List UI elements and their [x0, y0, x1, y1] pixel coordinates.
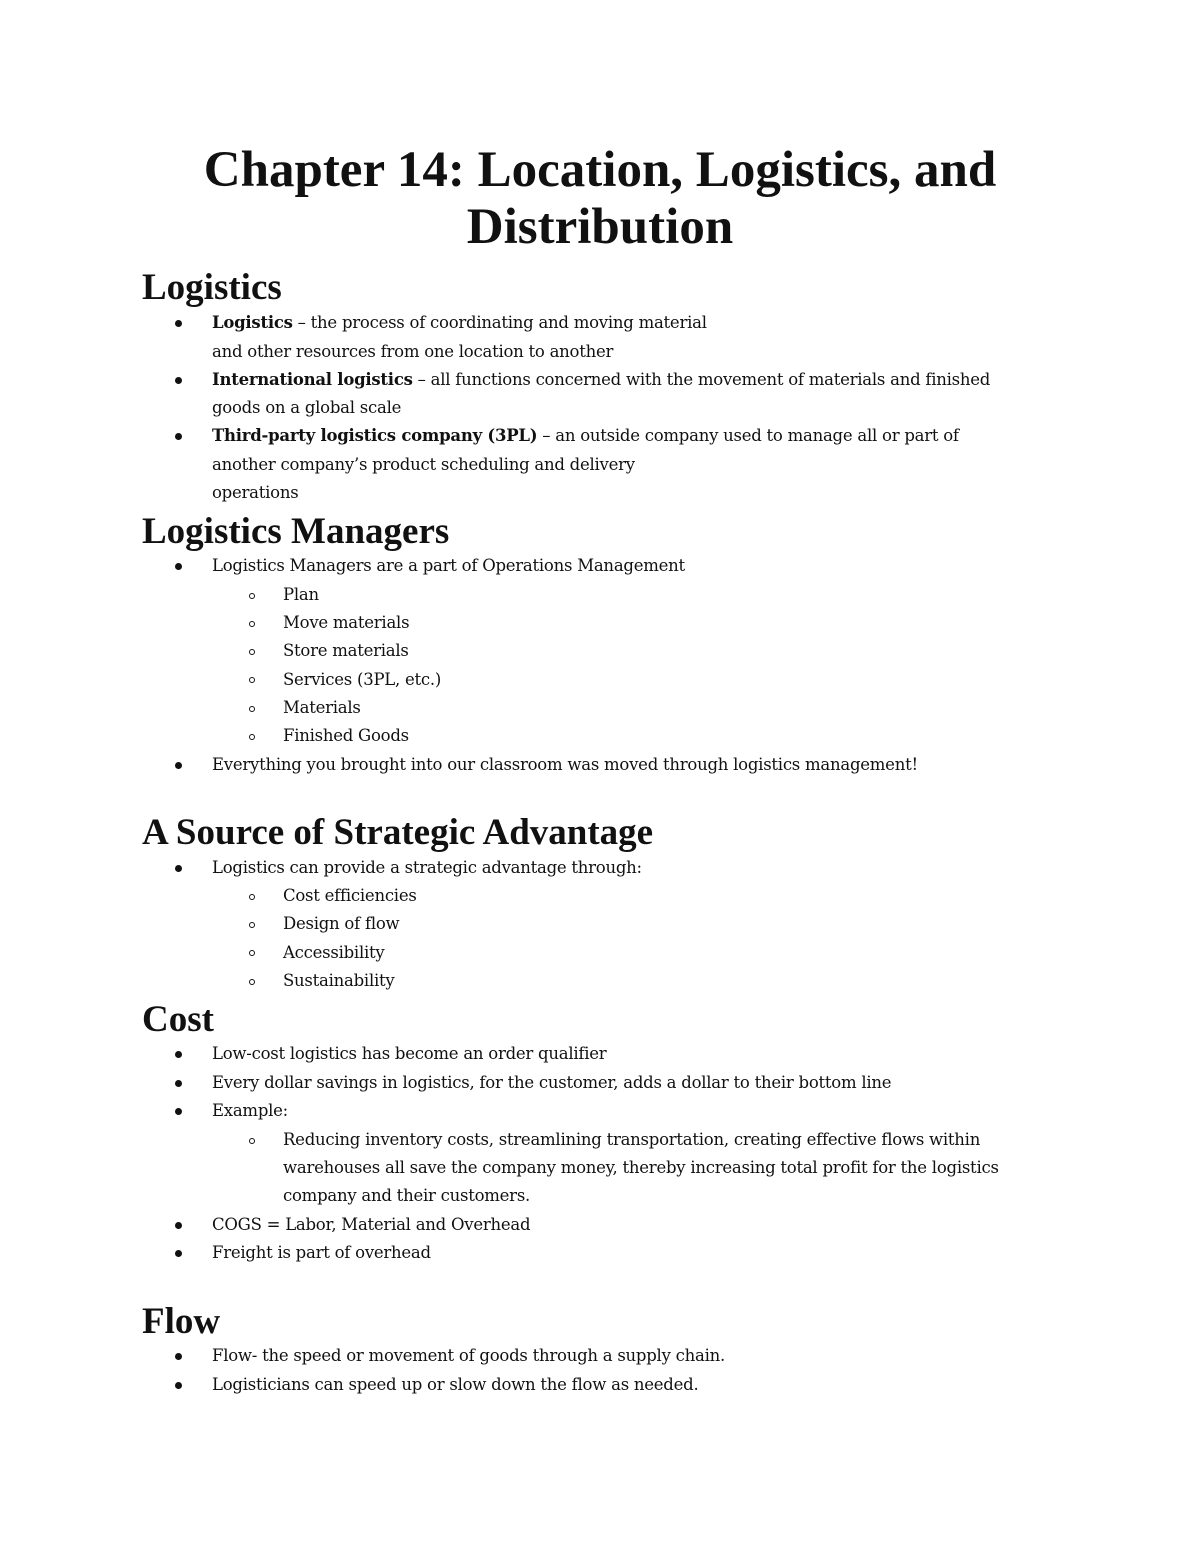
- list-item-continuation: another company’s product scheduling and delivery: [212, 455, 635, 474]
- sub-list-item: Cost efficiencies: [283, 886, 417, 905]
- sub-bullet-icon: [249, 922, 255, 928]
- list-item: Low-cost logistics has become an order qualifier: [212, 1044, 607, 1063]
- bullet-icon: [175, 1222, 182, 1229]
- bullet-icon: [175, 377, 182, 384]
- list-item: [212, 366, 990, 394]
- bullet-icon: [175, 1051, 182, 1058]
- sub-bullet-icon: [249, 649, 255, 655]
- sub-list-item: Services (3PL, etc.): [283, 670, 442, 689]
- bullet-icon: [175, 563, 182, 570]
- sub-list-item: Reducing inventory costs, streamlining transportation, creating effective flows within: [283, 1130, 981, 1149]
- sub-list-item: Sustainability: [283, 971, 395, 990]
- sub-list-item-continuation: warehouses all save the company money, thereby increasing total profit for the logistics: [283, 1158, 999, 1177]
- term-third-party-logistics: Third-party logistics company (3PL): [212, 426, 538, 445]
- sub-list-item: Finished Goods: [283, 726, 409, 745]
- term-logistics: Logistics: [212, 313, 293, 332]
- section-heading-logistics-managers: Logistics Managers: [142, 511, 450, 552]
- section-heading-cost: Cost: [142, 999, 214, 1040]
- sub-bullet-icon: [249, 621, 255, 627]
- sub-bullet-icon: [249, 706, 255, 712]
- definition-text: – an outside company used to manage all or part of: [537, 426, 959, 445]
- definition-text: – all functions concerned with the movement of materials and finished: [412, 370, 991, 389]
- sub-list-item: Move materials: [283, 613, 410, 632]
- list-item: [212, 309, 707, 337]
- list-item: Logisticians can speed up or slow down the flow as needed.: [212, 1375, 699, 1394]
- list-item: [212, 422, 959, 450]
- bullet-icon: [175, 1108, 182, 1115]
- bullet-icon: [175, 1353, 182, 1360]
- sub-bullet-icon: [249, 593, 255, 599]
- list-item: Everything you brought into our classroom was moved through logistics management!: [212, 755, 918, 774]
- list-item-continuation: and other resources from one location to another: [212, 342, 614, 361]
- bullet-icon: [175, 762, 182, 769]
- list-item: Flow- the speed or movement of goods through a supply chain.: [212, 1346, 726, 1365]
- list-item: Freight is part of overhead: [212, 1243, 431, 1262]
- definition-text: – the process of coordinating and moving material: [292, 313, 707, 332]
- sub-list-item-continuation: company and their customers.: [283, 1186, 531, 1205]
- list-item-continuation: goods on a global scale: [212, 398, 402, 417]
- sub-bullet-icon: [249, 950, 255, 956]
- sub-bullet-icon: [249, 677, 255, 683]
- list-item: Logistics can provide a strategic advantage through:: [212, 858, 642, 877]
- document-title: [0, 142, 1200, 256]
- section-heading-strategic-advantage: A Source of Strategic Advantage: [142, 812, 654, 853]
- term-international-logistics: International logistics: [212, 370, 413, 389]
- bullet-icon: [175, 865, 182, 872]
- bullet-icon: [175, 1080, 182, 1087]
- title-line-2: Distribution: [466, 199, 734, 255]
- sub-list-item: Materials: [283, 698, 361, 717]
- sub-bullet-icon: [249, 734, 255, 740]
- bullet-icon: [175, 320, 182, 327]
- list-item-continuation: operations: [212, 483, 299, 502]
- bullet-icon: [175, 1382, 182, 1389]
- list-item: Example:: [212, 1101, 288, 1120]
- section-heading-flow: Flow: [142, 1301, 221, 1342]
- sub-list-item: Accessibility: [283, 943, 385, 962]
- section-heading-logistics: Logistics: [142, 267, 282, 308]
- bullet-icon: [175, 433, 182, 440]
- list-item: COGS = Labor, Material and Overhead: [212, 1215, 531, 1234]
- list-item: Every dollar savings in logistics, for the customer, adds a dollar to their bottom line: [212, 1073, 892, 1092]
- bullet-icon: [175, 1250, 182, 1257]
- sub-bullet-icon: [249, 894, 255, 900]
- sub-list-item: Plan: [283, 585, 319, 604]
- sub-bullet-icon: [249, 1138, 255, 1144]
- title-line-1: Chapter 14: Location, Logistics, and: [203, 142, 997, 198]
- sub-list-item: Store materials: [283, 641, 409, 660]
- list-item: Logistics Managers are a part of Operations Management: [212, 556, 685, 575]
- sub-bullet-icon: [249, 979, 255, 985]
- sub-list-item: Design of flow: [283, 914, 400, 933]
